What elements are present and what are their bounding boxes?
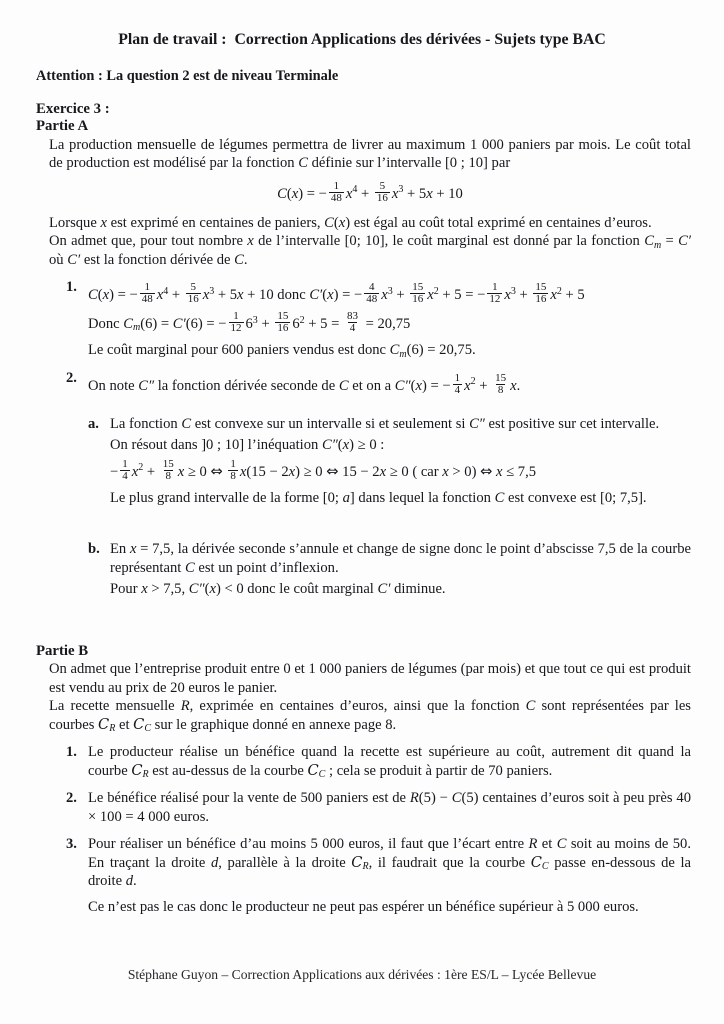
item-1-body [88,278,691,360]
part-b-item-1 [66,743,691,780]
attention-note: Attention : La question 2 est de niveau Terminale [36,68,339,84]
item-2-body [88,369,691,403]
convexity-definition: La fonction C est convexe sur un intervalle si et seulement si C″ est positive sur cet intervalle. [110,415,660,432]
benefit-500-paniers: Le bénéfice réalisé pour la vente de 500 paniers est de R(5) − C(5) centaines d’euros soit à peu près 40 × 100 = 4 000 euros. [88,790,692,825]
item-2-label: 2. [66,369,77,386]
part-b-item-3-label: 3. [66,836,77,852]
item-1-label: 1. [66,279,77,295]
part-b-item-2 [66,789,691,826]
derivative-computation-line: C(x) = − $\frac{1}{48}$ $x^4$ + $\frac{5}{16}$ $x^3 + 5x + 10$ donc C′(x) = − $\frac{4}{48}$ $x^3$ + $\frac{15}{16}$ $x^2 + 5$ = − $\frac{1}{12}$ $x^3$ + $\frac{15}{16}$ $x^2 + 5$ [88,281,585,305]
part-b-item-1-label: 1. [66,744,77,760]
part-a-paragraph-marginal-cost: On admet que, pour tout nombre x de l’intervalle [0; 10], le coût marginal est donné par la fonction $C_m = C'$ où C′ est la fonction dérivée de C. [49,233,692,268]
inequation-resolution: − $\frac{1}{4}$ $x^2$ + $\frac{15}{8}$ x ≥ 0 ⇔ $\frac{1}{8}$ x(15 − 2x) ≥ 0 ⇔ 15 − 2x ≥ 0 ( car x > 0) ⇔ x ≤ 7,5 [110,457,537,482]
inflexion-point-statement: En x = 7,5, la dérivée seconde s’annule et change de signe donc le point d’abscisse 7,5 de la courbe représentant C est un point d’inflexion. [110,541,691,576]
part-b-intro-production: On admet que l’entreprise produit entre 0 et 1 000 paniers de légumes (par mois) et que tout ce qui est produit est vendu au prix de 20 euros le panier. [49,661,691,696]
part-a-item-1 [66,278,691,360]
part-b-intro-curves: La recette mensuelle R, exprimée en centaines d’euros, ainsi que la fonction C sont représentées par les courbes $C_R$ et $C_C$ sur le graphique donné en annexe page 8. [49,698,691,734]
convexity-conclusion: Le plus grand intervalle de la forme [0; a] dans lequel la fonction C est convexe est [0; 7,5]. [110,489,647,506]
item-2a-body [110,415,691,508]
part-b-item-3-body [88,835,691,916]
part-a-heading: Partie A [36,118,89,134]
benefit-5000-conclusion: Ce n’est pas le cas donc le producteur ne peut pas espérer un bénéfice supérieur à 5 000 euros. [88,898,639,915]
item-2b-label: b. [88,541,100,557]
page-title: Plan de travail : Correction Applications des dérivées - Sujets type BAC [118,31,606,48]
item-2b-body [110,540,691,599]
part-a-paragraph-units: Lorsque x est exprimé en centaines de paniers, C(x) est égal au coût total exprimé en centaines d’euros. [49,214,652,231]
part-b-item-2-label: 2. [66,790,77,806]
part-a-item-2b [88,540,691,599]
part-a-intro: La production mensuelle de légumes permettra de livrer au maximum 1 000 paniers par mois. Le coût total de production est modélisé par la fonction C définie sur l’intervalle [0 ; 10] par [49,136,691,171]
part-b-heading: Partie B [36,642,89,659]
cost-function-equation: C(x) = − $\frac{1}{48}$ $x^4$ + $\frac{5}{16}$ $x^3 + 5x + 10$ [277,179,463,204]
part-a-item-2 [66,369,691,403]
benefit-5000-analysis: Pour réaliser un bénéfice d’au moins 5 000 euros, il faut que l’écart entre R et C soit au moins de 50. En traçant la droite d, parallèle à la droite $C_R$, il faudrait que la courbe $C_C$ passe en-dessous de la droite d. [88,836,692,889]
exercice-heading: Exercice 3 : [36,100,110,117]
part-a-item-2a [88,415,691,508]
marginal-cost-decrease-statement: Pour x > 7,5, C″(x) < 0 donc le coût marginal C′ diminue. [110,581,446,597]
inequation-setup: On résout dans ]0 ; 10] l’inéquation C″(x) ≥ 0 : [110,437,385,453]
item-2a-label: a. [88,415,99,432]
footer-credit: Stéphane Guyon – Correction Applications aux dérivées : 1ère ES/L – Lycée Bellevue [127,967,597,982]
benefit-condition: Le producteur réalise un bénéfice quand la recette est supérieure au coût, autrement dit quand la courbe $C_R$ est au-dessus de la courbe $C_C$ ; cela se produit à partir de 70 paniers. [88,744,691,780]
marginal-cost-conclusion: Le coût marginal pour 600 paniers vendus est donc $C_m(6) = 20,75$. [88,342,476,360]
second-derivative-line: On note C″ la fonction dérivée seconde de C et on a C″(x) = − $\frac{1}{4}$ $x^2$ + $\frac{15}{8}$ x. [88,371,521,396]
part-b-item-3 [66,835,691,916]
marginal-cost-computation-line: Donc $C_m(6) = C'(6)$ = − $\frac{1}{12}$ $6^3$ + $\frac{15}{16}$ $6^2 + 5$ = $\frac{83}{4}$ = 20,75 [88,310,411,334]
